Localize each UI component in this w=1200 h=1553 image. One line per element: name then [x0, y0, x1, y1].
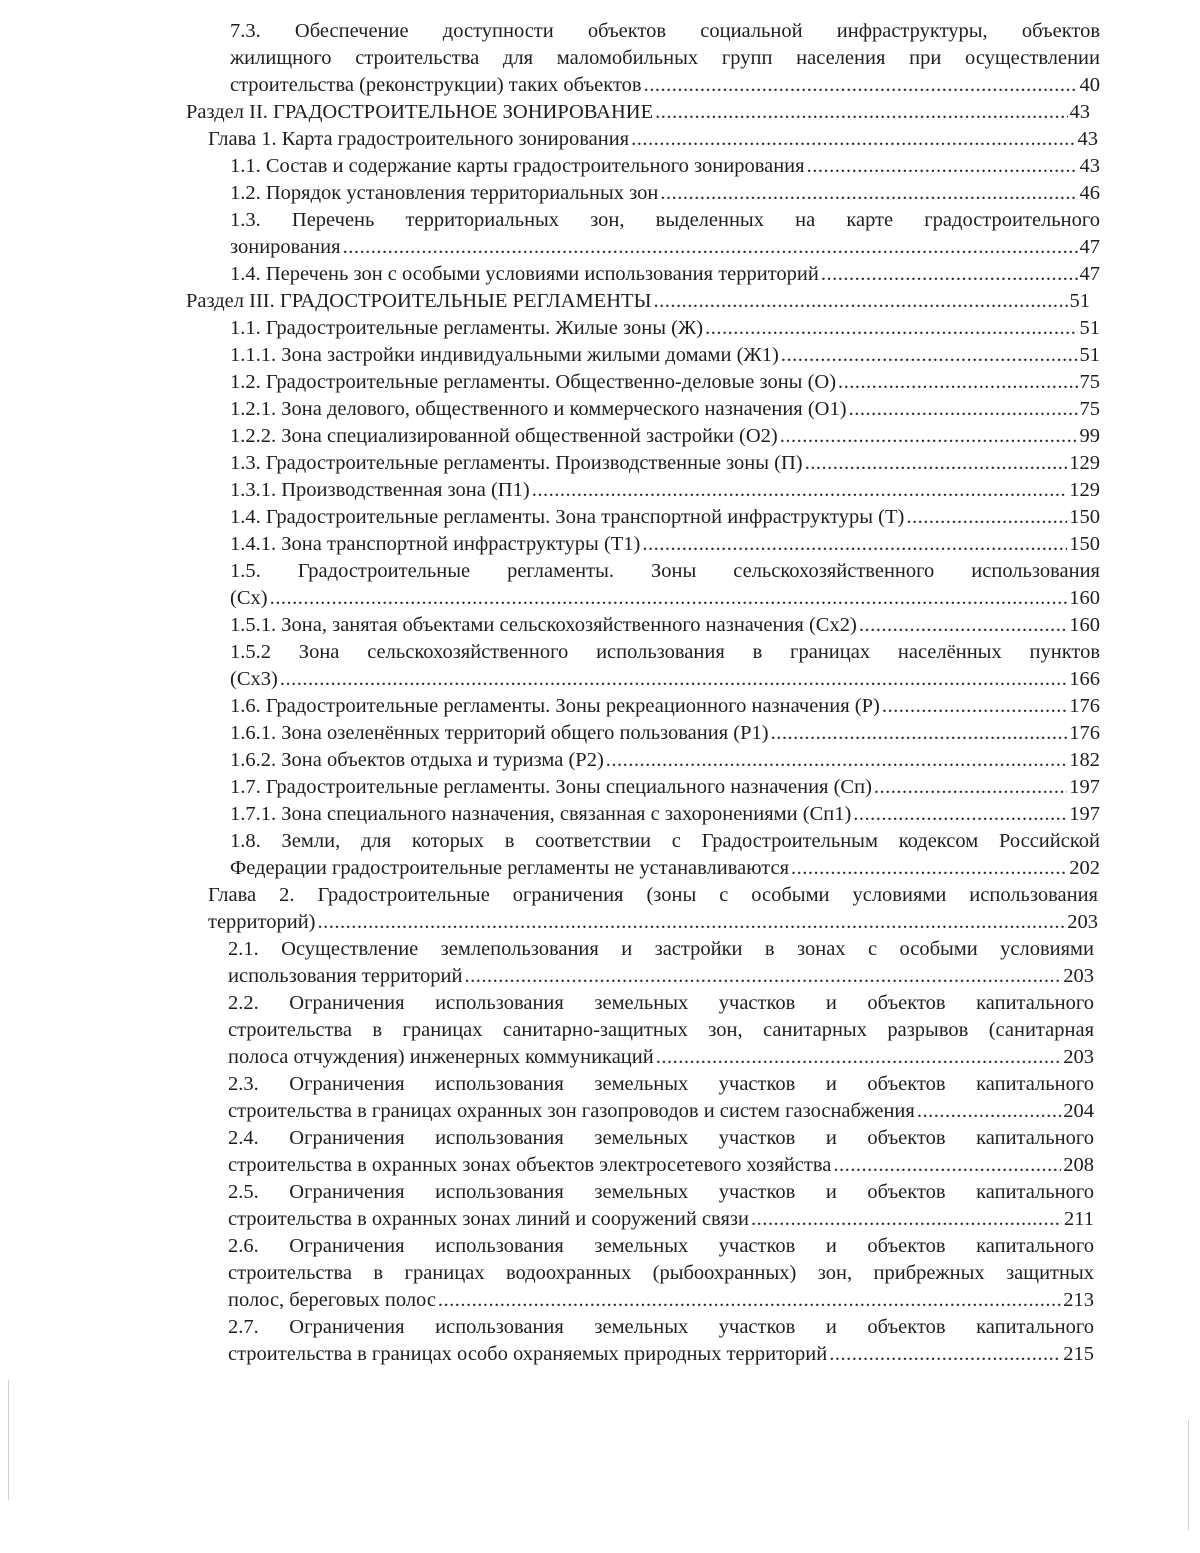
toc-entry-last-line: [186, 99, 1090, 126]
toc-entry-line: 2.3. Ограничения использования земельных участков и объектов капитального: [228, 1073, 1094, 1095]
toc-entry[interactable]: [230, 261, 1100, 288]
toc-page-number: 47: [1079, 263, 1100, 285]
dot-leader: [318, 909, 1066, 936]
toc-entry-last-line: [228, 1152, 1094, 1179]
toc-entry-title: зонирования: [230, 236, 341, 258]
toc-entry-title: строительства в охранных зонах объектов электросетевого хозяйства: [228, 1154, 832, 1176]
toc-entry-last-line: [230, 180, 1100, 207]
toc-page-number: 203: [1063, 965, 1094, 987]
toc-entry[interactable]: [230, 369, 1100, 396]
toc-entry-title: 1.3. Градостроительные регламенты. Производственные зоны (П): [230, 452, 803, 474]
toc-entry-title: строительства в границах охранных зон газопроводов и систем газоснабжения: [228, 1100, 915, 1122]
toc-entry-last-line: [228, 1287, 1094, 1314]
toc-entry-last-line: [230, 423, 1100, 450]
toc-entry-title: Раздел III. ГРАДОСТРОИТЕЛЬНЫЕ РЕГЛАМЕНТЫ: [186, 290, 652, 312]
dot-leader: [642, 531, 1067, 558]
toc-page-number: 43: [1069, 101, 1090, 123]
dot-leader: [280, 666, 1067, 693]
dot-leader: [343, 234, 1078, 261]
toc-entry[interactable]: [228, 1179, 1094, 1233]
toc-entry-title: 1.1.1. Зона застройки индивидуальными жилыми домами (Ж1): [230, 344, 779, 366]
toc-entry-last-line: [230, 396, 1100, 423]
toc-entry[interactable]: [208, 882, 1098, 936]
toc-entry-title: 1.3.1. Производственная зона (П1): [230, 479, 530, 501]
toc-page-number: 51: [1079, 344, 1100, 366]
toc-page-number: 47: [1079, 236, 1100, 258]
toc-entry-title: 1.5.1. Зона, занятая объектами сельскохозяйственного назначения (Сх2): [230, 614, 857, 636]
toc-entry-line: 1.5. Градостроительные регламенты. Зоны сельскохозяйственного использования: [230, 560, 1100, 582]
toc-page-number: 204: [1063, 1100, 1094, 1122]
toc-page-number: 182: [1069, 749, 1100, 771]
toc-entry[interactable]: [230, 558, 1100, 612]
toc-entry-last-line: [230, 585, 1100, 612]
toc-page-number: 129: [1069, 452, 1100, 474]
toc-entry[interactable]: [230, 315, 1100, 342]
toc-entry-last-line: [230, 747, 1100, 774]
dot-leader: [791, 855, 1067, 882]
toc-entry-title: 1.6.1. Зона озеленённых территорий общего пользования (Р1): [230, 722, 769, 744]
dot-leader: [655, 99, 1067, 126]
dot-leader: [644, 72, 1078, 99]
toc-entry[interactable]: [230, 828, 1100, 882]
toc-entry-title: 1.2. Порядок установления территориальных зон: [230, 182, 659, 204]
toc-page-number: 203: [1063, 1046, 1094, 1068]
dot-leader: [532, 477, 1068, 504]
scan-edge-mark: [8, 1380, 9, 1500]
toc-entry-last-line: [230, 720, 1100, 747]
toc-entry[interactable]: [230, 693, 1100, 720]
toc-entry-title: полоса отчуждения) инженерных коммуникаций: [228, 1046, 654, 1068]
toc-entry[interactable]: [230, 801, 1100, 828]
toc-entry-title: 1.4.1. Зона транспортной инфраструктуры (Т1): [230, 533, 641, 555]
toc-entry[interactable]: [230, 153, 1100, 180]
dot-leader: [821, 261, 1078, 288]
toc-entry-title: 1.2. Градостроительные регламенты. Общественно-деловые зоны (О): [230, 371, 837, 393]
toc-entry-last-line: [228, 1098, 1094, 1125]
toc-entry[interactable]: [230, 774, 1100, 801]
toc-page-number: 43: [1079, 155, 1100, 177]
dot-leader: [849, 396, 1078, 423]
toc-entry-last-line: [230, 234, 1100, 261]
toc-page-number: 160: [1069, 587, 1100, 609]
toc-entry-line: 2.6. Ограничения использования земельных участков и объектов капитального: [228, 1235, 1094, 1257]
toc-entry-last-line: [230, 612, 1100, 639]
toc-entry-last-line: [230, 855, 1100, 882]
toc-entry-line: 2.2. Ограничения использования земельных участков и объектов капитального: [228, 992, 1094, 1014]
toc-entry-last-line: [230, 342, 1100, 369]
toc-entry-title: использования территорий: [228, 965, 463, 987]
toc-entry-last-line: [228, 1044, 1094, 1071]
toc-entry-title: 1.6.2. Зона объектов отдыха и туризма (Р2): [230, 749, 604, 771]
dot-leader: [807, 153, 1078, 180]
toc-entry-last-line: [186, 288, 1090, 315]
toc-entry-title: 1.4. Перечень зон с особыми условиями использования территорий: [230, 263, 819, 285]
dot-leader: [917, 1098, 1061, 1125]
toc-entry-title: 1.6. Градостроительные регламенты. Зоны рекреационного назначения (Р): [230, 695, 880, 717]
toc-entry[interactable]: [230, 477, 1100, 504]
dot-leader: [781, 342, 1078, 369]
toc-page-number: 75: [1079, 398, 1100, 420]
toc-page-number: 197: [1069, 776, 1100, 798]
toc-entry[interactable]: [230, 504, 1100, 531]
toc-entry-title: территорий): [208, 911, 316, 933]
toc-entry-last-line: [228, 963, 1094, 990]
toc-entry[interactable]: [186, 288, 1090, 315]
toc-page-number: 160: [1069, 614, 1100, 636]
toc-entry-title: Глава 1. Карта градостроительного зонирования: [208, 128, 630, 150]
toc-page-number: 203: [1067, 911, 1098, 933]
dot-leader: [853, 801, 1067, 828]
toc-page-number: 51: [1069, 290, 1090, 312]
toc-entry[interactable]: [230, 207, 1100, 261]
toc-entry[interactable]: [228, 1071, 1094, 1125]
toc-entry-last-line: [230, 153, 1100, 180]
toc-entry-line: 2.4. Ограничения использования земельных участков и объектов капитального: [228, 1127, 1094, 1149]
toc-entry-line: 2.1. Осуществление землепользования и застройки в зонах с особыми условиями: [228, 938, 1094, 960]
dot-leader: [833, 1152, 1061, 1179]
toc-entry[interactable]: [228, 1314, 1094, 1368]
toc-entry-title: 1.4. Градостроительные регламенты. Зона транспортной инфраструктуры (Т): [230, 506, 905, 528]
toc-entry-title: 1.7. Градостроительные регламенты. Зоны специального назначения (Сп): [230, 776, 872, 798]
toc-entry-last-line: [230, 774, 1100, 801]
toc-page-number: 208: [1063, 1154, 1094, 1176]
toc-entry-title: (Сх): [230, 587, 268, 609]
toc-entry[interactable]: [228, 1125, 1094, 1179]
toc-entry-line: 1.8. Земли, для которых в соответствии с Градостроительным кодексом Российской: [230, 830, 1100, 852]
toc-entry-last-line: [230, 531, 1100, 558]
toc-entry-line: 2.7. Ограничения использования земельных участков и объектов капитального: [228, 1316, 1094, 1338]
toc-entry-last-line: [230, 693, 1100, 720]
toc-page-number: 213: [1063, 1289, 1094, 1311]
toc-page-number: 166: [1069, 668, 1100, 690]
toc-entry-title: строительства в охранных зонах линий и сооружений связи: [228, 1208, 749, 1230]
toc-page-number: 46: [1079, 182, 1100, 204]
toc-entry-title: Раздел II. ГРАДОСТРОИТЕЛЬНОЕ ЗОНИРОВАНИЕ: [186, 101, 654, 123]
toc-entry-title: 1.2.1. Зона делового, общественного и коммерческого назначения (О1): [230, 398, 847, 420]
toc-entry-title: 1.2.2. Зона специализированной общественной застройки (О2): [230, 425, 778, 447]
toc-page-number: 150: [1069, 533, 1100, 555]
toc-entry-last-line: [208, 909, 1098, 936]
toc-entry[interactable]: [230, 720, 1100, 747]
dot-leader: [805, 450, 1068, 477]
dot-leader: [829, 1341, 1061, 1368]
toc-page-number: 176: [1069, 722, 1100, 744]
toc-entry-line: Глава 2. Градостроительные ограничения (зоны с особыми условиями использования: [208, 884, 1098, 906]
dot-leader: [660, 180, 1077, 207]
toc-entry[interactable]: [228, 990, 1094, 1071]
toc-entry-title: полос, береговых полос: [228, 1289, 436, 1311]
toc-entry[interactable]: [230, 342, 1100, 369]
toc-entry[interactable]: [186, 99, 1090, 126]
toc-entry-line: жилищного строительства для маломобильных групп населения при осуществлении: [230, 47, 1100, 69]
toc-entry-title: 1.7.1. Зона специального назначения, связанная с захоронениями (Сп1): [230, 803, 852, 825]
toc-entry-last-line: [228, 1341, 1094, 1368]
dot-leader: [882, 693, 1067, 720]
dot-leader: [771, 720, 1068, 747]
dot-leader: [465, 963, 1062, 990]
toc-page-number: 75: [1079, 371, 1100, 393]
toc-entry-last-line: [208, 126, 1098, 153]
toc-page-number: 176: [1069, 695, 1100, 717]
toc-entry-line: строительства в границах санитарно-защитных зон, санитарных разрывов (санитарная: [228, 1019, 1094, 1041]
toc-entry-last-line: [230, 261, 1100, 288]
toc-entry-last-line: [230, 477, 1100, 504]
dot-leader: [838, 369, 1077, 396]
toc-entry[interactable]: [230, 747, 1100, 774]
toc-entry[interactable]: [230, 18, 1100, 99]
dot-leader: [438, 1287, 1061, 1314]
toc-entry[interactable]: [230, 531, 1100, 558]
toc-page-number: 43: [1077, 128, 1098, 150]
dot-leader: [874, 774, 1067, 801]
toc-page-number: 150: [1069, 506, 1100, 528]
toc-entry-line: 2.5. Ограничения использования земельных участков и объектов капитального: [228, 1181, 1094, 1203]
toc-entry[interactable]: [230, 612, 1100, 639]
toc-entry[interactable]: [230, 450, 1100, 477]
toc-entry[interactable]: [230, 639, 1100, 693]
toc-entry-last-line: [230, 369, 1100, 396]
toc-page-number: 215: [1063, 1343, 1094, 1365]
toc-entry-last-line: [230, 666, 1100, 693]
toc-entry-title: 1.1. Состав и содержание карты градостроительного зонирования: [230, 155, 805, 177]
toc-page-number: 197: [1069, 803, 1100, 825]
dot-leader: [606, 747, 1067, 774]
toc-entry-last-line: [230, 504, 1100, 531]
toc-entry[interactable]: [208, 126, 1098, 153]
toc-page-number: 202: [1069, 857, 1100, 879]
toc-entry-last-line: [230, 72, 1100, 99]
toc-entry-line: строительства в границах водоохранных (рыбоохранных) зон, прибрежных защитных: [228, 1262, 1094, 1284]
toc-entry[interactable]: [230, 423, 1100, 450]
toc-page-number: 40: [1079, 74, 1100, 96]
scan-edge-mark: [1188, 1420, 1189, 1530]
toc-entry-title: (Сх3): [230, 668, 278, 690]
toc-page-number: 51: [1079, 317, 1100, 339]
toc-entry-title: Федерации градостроительные регламенты не устанавливаются: [230, 857, 790, 879]
dot-leader: [653, 288, 1067, 315]
dot-leader: [751, 1206, 1062, 1233]
toc-entry[interactable]: [228, 936, 1094, 990]
dot-leader: [656, 1044, 1062, 1071]
dot-leader: [859, 612, 1067, 639]
toc-entry[interactable]: [230, 180, 1100, 207]
toc-entry-last-line: [228, 1206, 1094, 1233]
dot-leader: [705, 315, 1077, 342]
toc-entry-line: 1.5.2 Зона сельскохозяйственного использования в границах населённых пунктов: [230, 641, 1100, 663]
toc-page-number: 99: [1079, 425, 1100, 447]
toc-page-number: 129: [1069, 479, 1100, 501]
dot-leader: [906, 504, 1067, 531]
toc-page-number: 211: [1064, 1208, 1094, 1230]
toc-entry-title: строительства в границах особо охраняемых природных территорий: [228, 1343, 828, 1365]
toc-entry-last-line: [230, 315, 1100, 342]
toc-entry-last-line: [230, 801, 1100, 828]
toc-entry[interactable]: [230, 396, 1100, 423]
toc-entry-line: 1.3. Перечень территориальных зон, выделенных на карте градостроительного: [230, 209, 1100, 231]
dot-leader: [270, 585, 1068, 612]
toc-entry-title: строительства (реконструкции) таких объектов: [230, 74, 642, 96]
toc-entry-last-line: [230, 450, 1100, 477]
dot-leader: [780, 423, 1078, 450]
toc-entry-title: 1.1. Градостроительные регламенты. Жилые зоны (Ж): [230, 317, 704, 339]
toc-entry[interactable]: [228, 1233, 1094, 1314]
dot-leader: [631, 126, 1075, 153]
toc-entry-line: 7.3. Обеспечение доступности объектов социальной инфраструктуры, объектов: [230, 20, 1100, 42]
